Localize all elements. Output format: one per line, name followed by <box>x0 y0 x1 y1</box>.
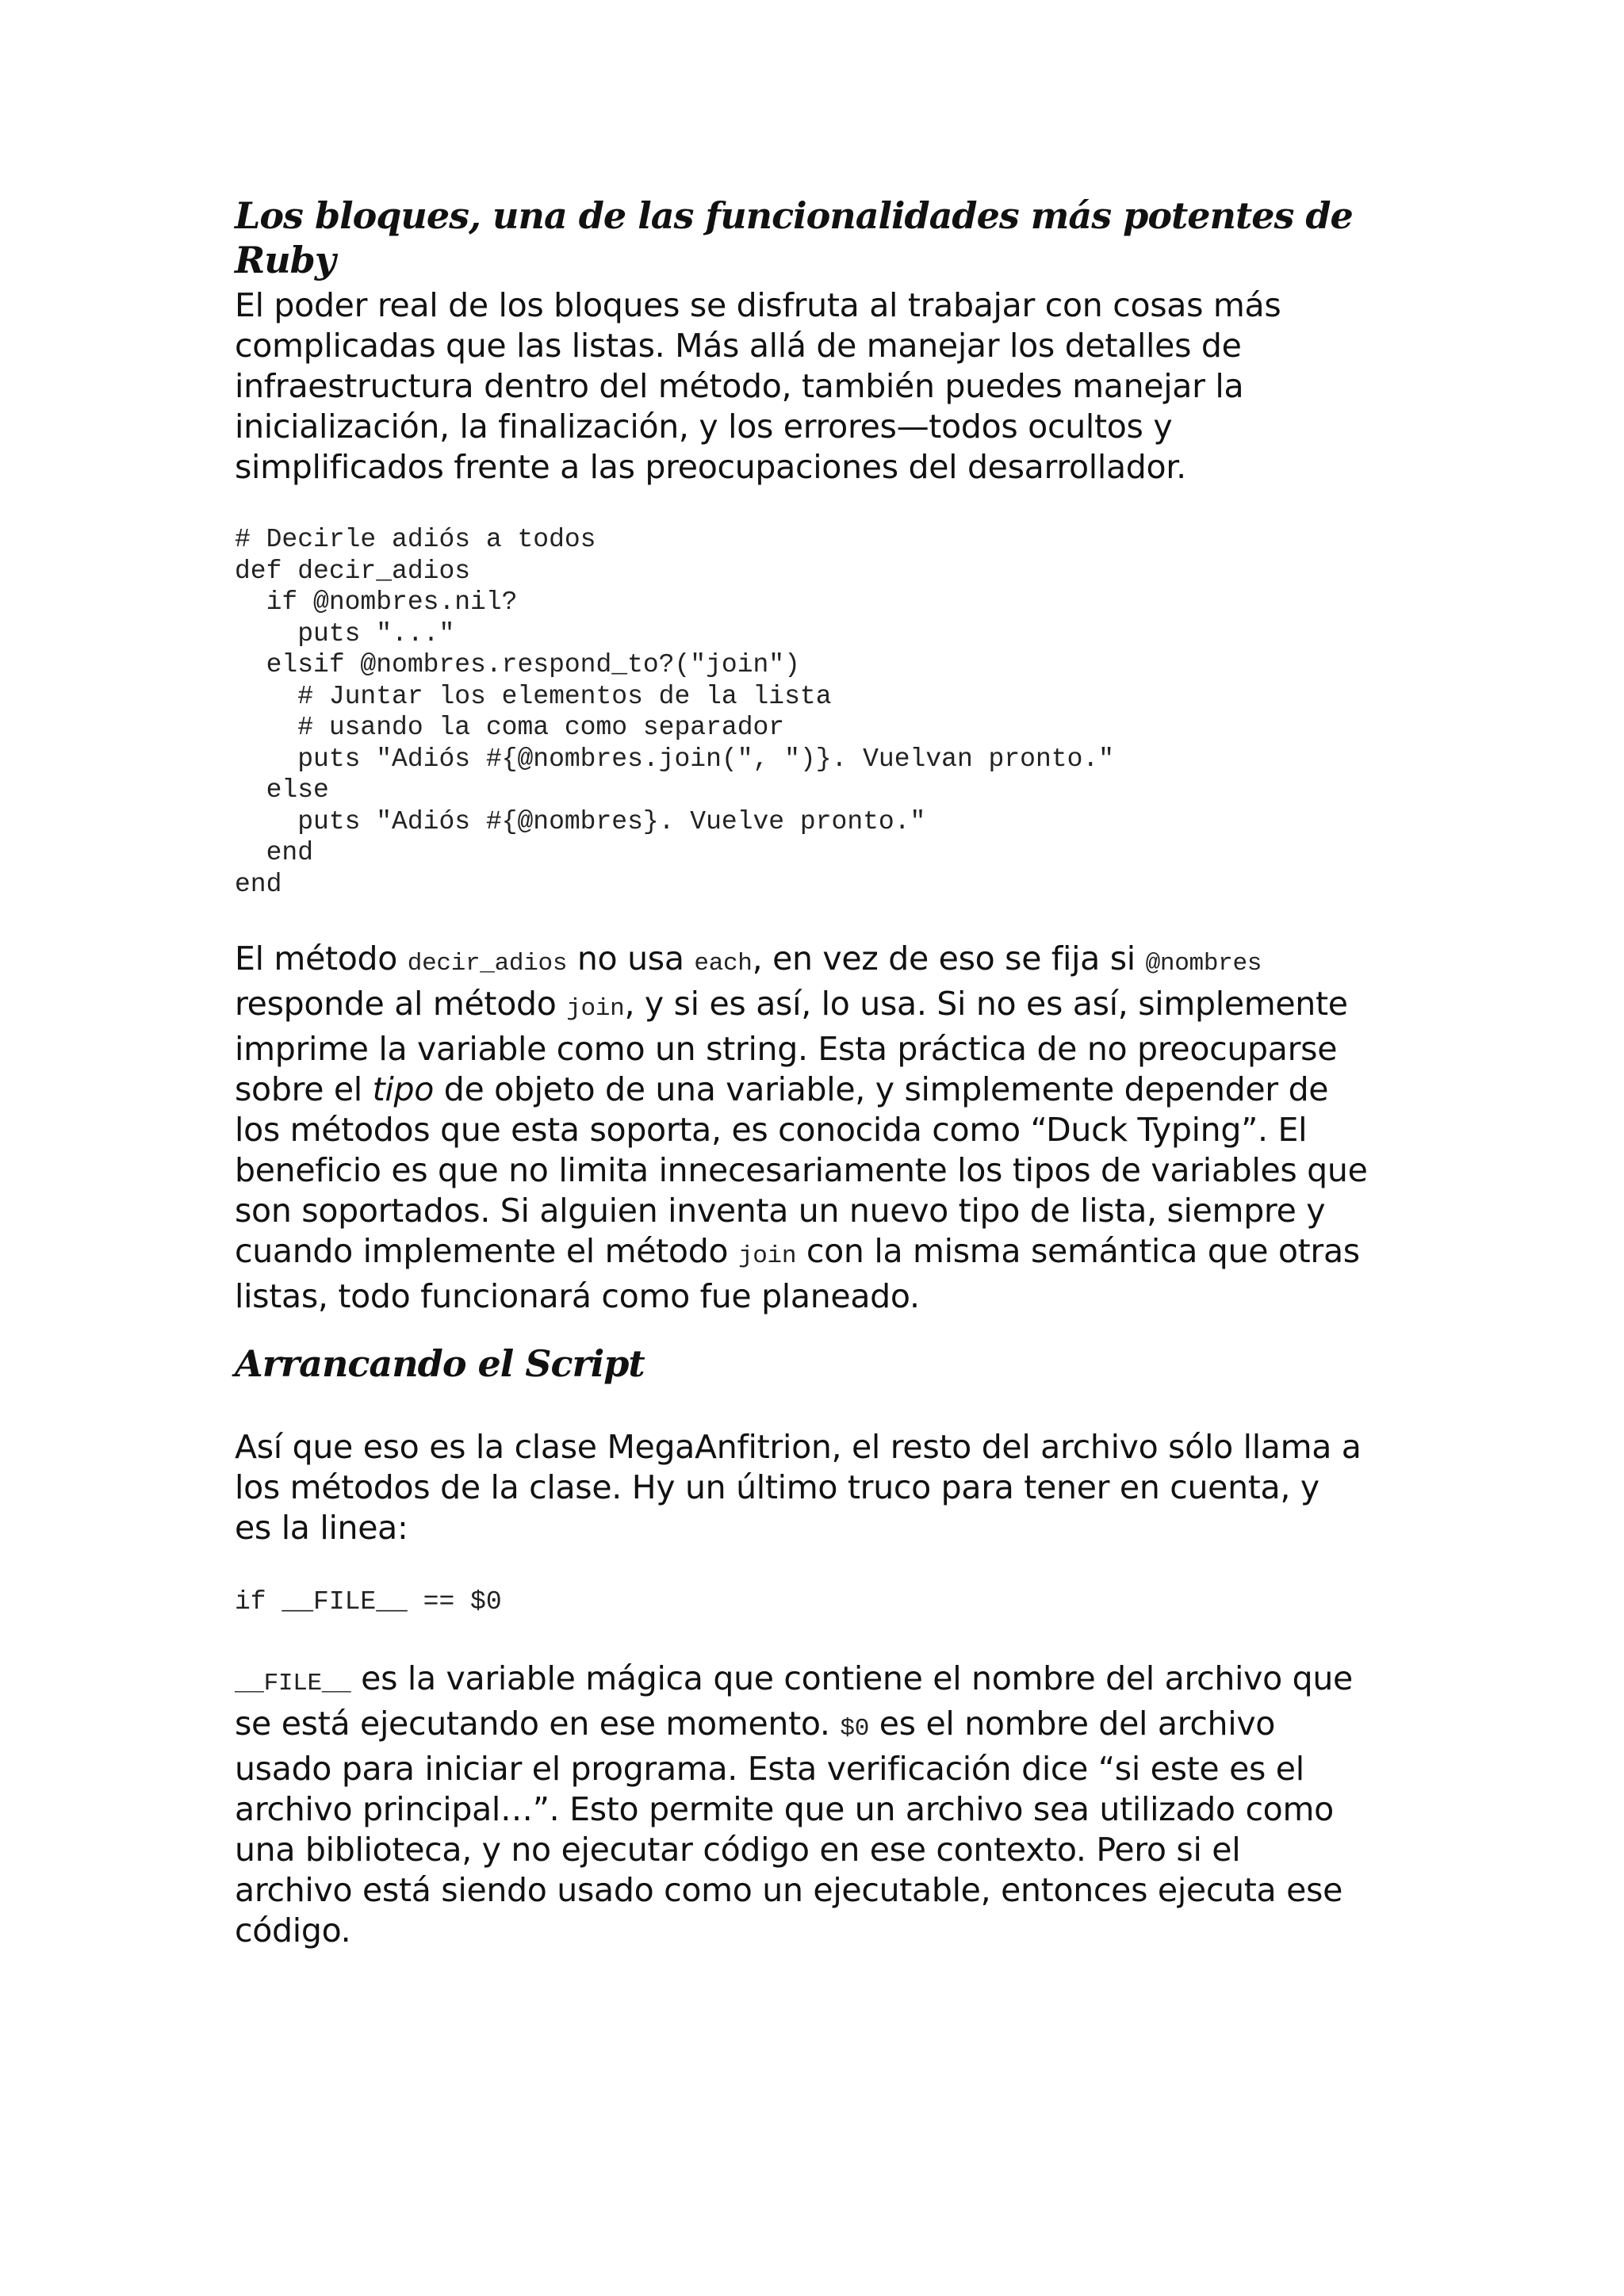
text-line: son soportados. Si alguien inventa un nuevo tipo de lista, siempre y <box>235 1192 1326 1230</box>
code-line: puts "Adiós #{@nombres.join(", ")}. Vuelvan pronto." <box>235 744 1114 774</box>
text-run: sobre el <box>235 1070 373 1108</box>
script-intro-paragraph <box>235 1427 1362 1548</box>
code-line: if __FILE__ == $0 <box>235 1587 502 1617</box>
code-line: if @nombres.nil? <box>235 587 518 617</box>
section-heading-bloques: Los bloques, una de las funcionalidades más potentes de Ruby <box>235 194 1353 281</box>
text-run: , en vez de eso se fija si <box>752 939 1146 978</box>
text-line: usado para iniciar el programa. Esta verificación dice “si este es el <box>235 1750 1304 1788</box>
inline-code: decir_adios <box>407 950 568 978</box>
code-line: # usando la coma como separador <box>235 713 785 742</box>
inline-code: each <box>694 950 753 978</box>
emphasis-text: tipo <box>372 1070 435 1108</box>
text-line: archivo está siendo usado como un ejecutable, entonces ejecuta ese <box>235 1871 1343 1909</box>
text-run: , y si es así, lo usa. Si no es así, simplemente <box>624 985 1348 1023</box>
code-line: # Decirle adiós a todos <box>235 525 596 554</box>
text-line: inicialización, la finalización, y los errores—todos ocultos y <box>235 408 1173 446</box>
text-line: imprime la variable como un string. Esta práctica de no preocuparse <box>235 1030 1338 1068</box>
text-run: con la misma semántica que otras <box>796 1232 1360 1270</box>
text-run: se está ejecutando en ese momento. <box>235 1705 841 1743</box>
code-line: end <box>235 869 282 899</box>
code-block-file-check <box>235 1586 502 1618</box>
text-line: archivo principal…”. Esto permite que un archivo sea utilizado como <box>235 1790 1334 1828</box>
text-line: código. <box>235 1911 351 1950</box>
text-line: los métodos que esta soporta, es conocida como “Duck Typing”. El <box>235 1111 1308 1149</box>
file-check-paragraph <box>235 1659 1353 1951</box>
intro-paragraph <box>235 285 1281 488</box>
text-line: complicadas que las listas. Más allá de manejar los detalles de <box>235 327 1242 365</box>
text-run: responde al método <box>235 985 567 1023</box>
text-line: es la linea: <box>235 1509 408 1547</box>
inline-code: join <box>566 995 625 1023</box>
inline-code: $0 <box>840 1715 870 1743</box>
text-run: es el nombre del archivo <box>869 1705 1276 1743</box>
text-line: una biblioteca, y no ejecutar código en ese contexto. Pero si el <box>235 1831 1241 1869</box>
text-run: es la variable mágica que contiene el nombre del archivo que <box>350 1659 1353 1697</box>
text-line: listas, todo funcionará como fue planeado. <box>235 1277 920 1315</box>
inline-code: join <box>737 1242 797 1270</box>
text-run: cuando implemente el método <box>235 1232 738 1270</box>
text-line: simplificados frente a las preocupaciones del desarrollador. <box>235 448 1186 486</box>
text-run: no usa <box>567 939 695 978</box>
code-line: # Juntar los elementos de la lista <box>235 681 832 711</box>
inline-code: @nombres <box>1145 950 1262 978</box>
code-block-decir-adios <box>235 524 1114 900</box>
code-line: elsif @nombres.respond_to?("join") <box>235 650 800 679</box>
code-line: puts "..." <box>235 618 455 649</box>
text-line: El poder real de los bloques se disfruta al trabajar con cosas más <box>235 286 1281 324</box>
text-run: El método <box>235 939 408 978</box>
code-line: else <box>235 775 329 805</box>
inline-code: __FILE__ <box>235 1670 351 1697</box>
code-line: def decir_adios <box>235 556 471 586</box>
text-line: Así que eso es la clase MegaAnfitrion, el resto del archivo sólo llama a <box>235 1428 1362 1466</box>
text-line: los métodos de la clase. Hy un último truco para tener en cuenta, y <box>235 1468 1320 1506</box>
text-run: de objeto de una variable, y simplemente depender de <box>434 1070 1329 1108</box>
text-line: beneficio es que no limita innecesariamente los tipos de variables que <box>235 1151 1368 1189</box>
duck-typing-paragraph <box>235 939 1368 1317</box>
code-line: end <box>235 838 314 867</box>
text-line: infraestructura dentro del método, también puedes manejar la <box>235 367 1244 405</box>
section-heading-arrancando: Arrancando el Script <box>235 1342 645 1385</box>
code-line: puts "Adiós #{@nombres}. Vuelve pronto." <box>235 806 926 836</box>
